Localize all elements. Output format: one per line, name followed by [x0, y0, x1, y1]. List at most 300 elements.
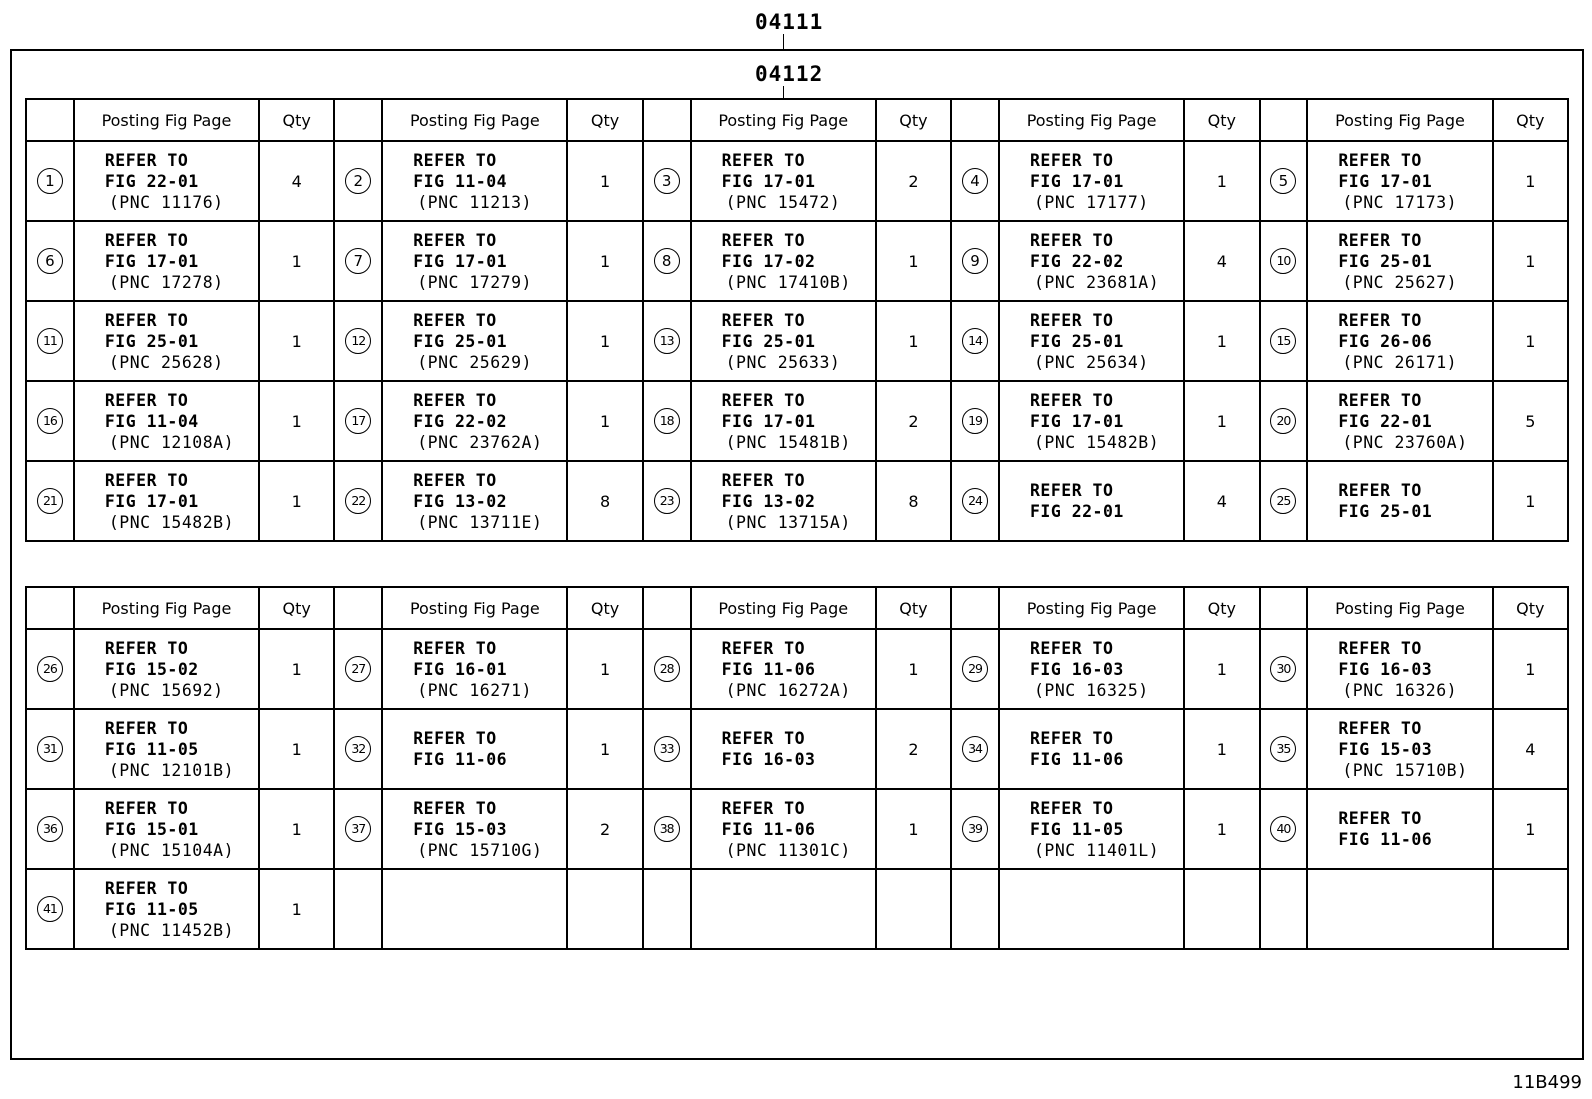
- qty-cell: 1: [567, 381, 642, 461]
- item-number-badge: 40: [1270, 816, 1296, 842]
- posting-fig-page-cell: [691, 789, 876, 869]
- fig-line: FIG 15-03: [1338, 739, 1433, 759]
- fig-line: FIG 25-01: [1338, 251, 1433, 271]
- fig-line: FIG 17-01: [413, 251, 508, 271]
- refer-line: REFER TO: [413, 310, 497, 330]
- posting-fig-page-cell: [382, 869, 567, 949]
- pnc-line: (PNC 16272A): [725, 680, 851, 700]
- item-number-cell: [334, 461, 382, 541]
- pnc-line: (PNC 11213): [417, 192, 532, 212]
- fig-line: FIG 11-06: [1029, 750, 1124, 769]
- refer-line: REFER TO: [104, 230, 189, 250]
- item-number-cell: [1260, 301, 1308, 381]
- item-number-badge: 25: [1270, 488, 1296, 514]
- pnc-line: (PNC 25633): [725, 352, 841, 372]
- parts-table-2: [25, 586, 1569, 950]
- table-row: [26, 869, 1568, 949]
- qty-cell: 8: [876, 461, 951, 541]
- refer-line: REFER TO: [1338, 310, 1422, 330]
- qty-cell: 1: [1493, 301, 1568, 381]
- header-qty: Qty: [259, 587, 334, 629]
- qty-cell: 1: [1184, 301, 1259, 381]
- header-index-cell: [951, 99, 999, 141]
- qty-cell: [876, 869, 951, 949]
- item-number-cell: [26, 789, 74, 869]
- header-index-cell: [643, 99, 691, 141]
- item-number-badge: 21: [37, 488, 63, 514]
- item-number-cell: [26, 629, 74, 709]
- header-index-cell: [26, 587, 74, 629]
- outer-leader-line: [783, 34, 784, 49]
- fig-line: FIG 17-01: [1029, 411, 1124, 431]
- header-posting-fig-page: Posting Fig Page: [691, 587, 876, 629]
- item-number-badge: 37: [345, 816, 371, 842]
- refer-line: REFER TO: [1029, 481, 1114, 500]
- item-number-badge: 15: [1270, 328, 1296, 354]
- fig-line: FIG 22-01: [1338, 411, 1433, 431]
- pnc-line: (PNC 16326): [1342, 680, 1458, 700]
- item-number-cell: [334, 629, 382, 709]
- refer-line: REFER TO: [1338, 481, 1422, 500]
- outer-group-label: 04111: [755, 10, 824, 34]
- header-posting-fig-page: Posting Fig Page: [1307, 99, 1492, 141]
- fig-line: FIG 11-06: [721, 659, 816, 679]
- pnc-line: (PNC 25629): [417, 352, 532, 372]
- posting-fig-page-cell: [382, 709, 567, 789]
- item-number-badge: 39: [962, 816, 988, 842]
- posting-fig-page-cell: [1307, 381, 1492, 461]
- refer-line: REFER TO: [721, 310, 806, 330]
- item-number-cell: [334, 301, 382, 381]
- item-number-badge: 29: [962, 656, 988, 682]
- refer-line: REFER TO: [1338, 809, 1422, 828]
- posting-fig-page-cell: [74, 221, 259, 301]
- refer-line: REFER TO: [104, 878, 189, 898]
- item-number-badge: 31: [37, 736, 63, 762]
- pnc-line: (PNC 23762A): [417, 432, 543, 452]
- posting-fig-page-cell: [1307, 789, 1492, 869]
- item-number-badge: 14: [962, 328, 988, 354]
- pnc-line: (PNC 25634): [1033, 352, 1149, 372]
- fig-line: FIG 16-01: [413, 659, 508, 679]
- pnc-line: (PNC 15482B): [1033, 432, 1160, 452]
- refer-line: REFER TO: [413, 638, 497, 658]
- header-index-cell: [1260, 99, 1308, 141]
- item-number-cell: [26, 301, 74, 381]
- item-number-cell: [1260, 461, 1308, 541]
- refer-line: REFER TO: [1338, 150, 1422, 170]
- pnc-line: (PNC 11452B): [108, 920, 235, 940]
- table-row: [26, 709, 1568, 789]
- pnc-line: (PNC 15482B): [108, 512, 235, 532]
- header-qty: Qty: [259, 99, 334, 141]
- pnc-line: (PNC 15472): [725, 192, 841, 212]
- item-number-cell: [643, 461, 691, 541]
- header-qty: Qty: [1184, 99, 1259, 141]
- table-row: [26, 221, 1568, 301]
- qty-cell: 4: [1184, 461, 1259, 541]
- posting-fig-page-cell: [74, 141, 259, 221]
- item-number-badge: 18: [654, 408, 680, 434]
- qty-cell: 1: [876, 221, 951, 301]
- refer-line: REFER TO: [413, 729, 497, 748]
- qty-cell: 1: [1493, 789, 1568, 869]
- item-number-badge: 38: [654, 816, 680, 842]
- pnc-line: (PNC 17279): [417, 272, 532, 292]
- refer-line: REFER TO: [104, 150, 189, 170]
- header-posting-fig-page: Posting Fig Page: [999, 99, 1184, 141]
- posting-fig-page-cell: [691, 381, 876, 461]
- posting-fig-page-cell: [1307, 629, 1492, 709]
- item-number-cell: [334, 141, 382, 221]
- posting-fig-page-cell: [691, 221, 876, 301]
- pnc-line: (PNC 16325): [1033, 680, 1149, 700]
- refer-line: REFER TO: [1338, 718, 1422, 738]
- qty-cell: 2: [876, 381, 951, 461]
- refer-line: REFER TO: [1029, 798, 1114, 818]
- refer-line: REFER TO: [104, 390, 189, 410]
- fig-line: FIG 17-01: [104, 491, 199, 511]
- qty-cell: 1: [1184, 789, 1259, 869]
- refer-line: REFER TO: [1029, 729, 1114, 748]
- refer-line: REFER TO: [104, 470, 189, 490]
- item-number-badge: 13: [654, 328, 680, 354]
- item-number-badge: 30: [1270, 656, 1296, 682]
- item-number-badge: 19: [962, 408, 988, 434]
- fig-line: FIG 11-06: [721, 819, 816, 839]
- posting-fig-page-cell: [999, 709, 1184, 789]
- fig-line: FIG 22-01: [104, 171, 199, 191]
- refer-line: REFER TO: [1338, 390, 1422, 410]
- pnc-line: (PNC 12108A): [108, 432, 235, 452]
- fig-line: FIG 11-04: [104, 411, 199, 431]
- qty-cell: 1: [259, 221, 334, 301]
- qty-cell: 2: [876, 709, 951, 789]
- fig-line: FIG 11-05: [1029, 819, 1124, 839]
- fig-line: FIG 25-01: [1338, 502, 1433, 521]
- pnc-line: (PNC 25628): [108, 352, 224, 372]
- posting-fig-page-cell: [382, 301, 567, 381]
- qty-cell: 1: [1184, 141, 1259, 221]
- item-number-cell: [643, 381, 691, 461]
- item-number-badge: 7: [345, 248, 371, 274]
- qty-cell: 1: [1493, 461, 1568, 541]
- refer-line: REFER TO: [1029, 390, 1114, 410]
- qty-cell: 1: [1184, 629, 1259, 709]
- qty-cell: 5: [1493, 381, 1568, 461]
- item-number-cell: [26, 461, 74, 541]
- refer-line: REFER TO: [104, 798, 189, 818]
- item-number-badge: 36: [37, 816, 63, 842]
- header-index-cell: [334, 587, 382, 629]
- posting-fig-page-cell: [999, 461, 1184, 541]
- posting-fig-page-cell: [74, 381, 259, 461]
- pnc-line: (PNC 26171): [1342, 352, 1458, 372]
- fig-line: FIG 16-03: [1338, 659, 1433, 679]
- item-number-cell: [643, 789, 691, 869]
- qty-cell: 1: [567, 629, 642, 709]
- item-number-cell: [26, 709, 74, 789]
- fig-line: FIG 16-03: [721, 750, 816, 769]
- pnc-line: (PNC 17278): [108, 272, 224, 292]
- item-number-cell: [1260, 381, 1308, 461]
- qty-cell: [1184, 869, 1259, 949]
- qty-cell: 1: [259, 629, 334, 709]
- posting-fig-page-cell: [1307, 141, 1492, 221]
- item-number-badge: 20: [1270, 408, 1296, 434]
- item-number-badge: 10: [1270, 248, 1296, 274]
- item-number-cell: [26, 869, 74, 949]
- item-number-badge: 3: [654, 168, 680, 194]
- fig-line: FIG 22-02: [1029, 251, 1124, 271]
- refer-line: REFER TO: [413, 470, 497, 490]
- pnc-line: (PNC 13715A): [725, 512, 851, 532]
- item-number-badge: 9: [962, 248, 988, 274]
- posting-fig-page-cell: [1307, 461, 1492, 541]
- item-number-badge: 17: [345, 408, 371, 434]
- refer-line: REFER TO: [721, 798, 806, 818]
- posting-fig-page-cell: [999, 789, 1184, 869]
- item-number-cell: [951, 789, 999, 869]
- qty-cell: 1: [876, 789, 951, 869]
- qty-cell: 4: [1493, 709, 1568, 789]
- posting-fig-page-cell: [382, 789, 567, 869]
- fig-line: FIG 25-01: [1029, 331, 1124, 351]
- posting-fig-page-cell: [382, 629, 567, 709]
- pnc-line: (PNC 17173): [1342, 192, 1458, 212]
- pnc-line: (PNC 12101B): [108, 760, 235, 780]
- qty-cell: 1: [1493, 221, 1568, 301]
- pnc-line: (PNC 17410B): [725, 272, 851, 292]
- pnc-line: (PNC 15692): [108, 680, 224, 700]
- qty-cell: 1: [1493, 629, 1568, 709]
- table-header-row: [26, 99, 1568, 141]
- pnc-line: (PNC 11401L): [1033, 840, 1160, 860]
- header-index-cell: [1260, 587, 1308, 629]
- item-number-badge: 5: [1270, 168, 1296, 194]
- item-number-badge: 12: [345, 328, 371, 354]
- posting-fig-page-cell: [1307, 869, 1492, 949]
- posting-fig-page-cell: [691, 629, 876, 709]
- item-number-cell: [951, 141, 999, 221]
- pnc-line: (PNC 15481B): [725, 432, 851, 452]
- fig-line: FIG 13-02: [721, 491, 816, 511]
- header-index-cell: [26, 99, 74, 141]
- item-number-badge: 41: [37, 896, 63, 922]
- refer-line: REFER TO: [104, 310, 189, 330]
- pnc-line: (PNC 15710B): [1342, 760, 1468, 780]
- refer-line: REFER TO: [413, 798, 497, 818]
- fig-line: FIG 15-01: [104, 819, 199, 839]
- qty-cell: 1: [259, 869, 334, 949]
- table-header-row: [26, 587, 1568, 629]
- header-posting-fig-page: Posting Fig Page: [999, 587, 1184, 629]
- posting-fig-page-cell: [999, 301, 1184, 381]
- refer-line: REFER TO: [721, 150, 806, 170]
- qty-cell: 1: [259, 381, 334, 461]
- header-index-cell: [951, 587, 999, 629]
- pnc-line: (PNC 23760A): [1342, 432, 1468, 452]
- item-number-cell: [334, 709, 382, 789]
- pnc-line: (PNC 15104A): [108, 840, 235, 860]
- table-row: [26, 629, 1568, 709]
- posting-fig-page-cell: [999, 869, 1184, 949]
- item-number-badge: 8: [654, 248, 680, 274]
- refer-line: REFER TO: [413, 150, 497, 170]
- inner-group-label: 04112: [755, 62, 824, 86]
- item-number-cell: [643, 709, 691, 789]
- posting-fig-page-cell: [382, 381, 567, 461]
- item-number-badge: 22: [345, 488, 371, 514]
- item-number-badge: 28: [654, 656, 680, 682]
- item-number-cell: [1260, 221, 1308, 301]
- header-index-cell: [334, 99, 382, 141]
- item-number-cell: [334, 221, 382, 301]
- header-posting-fig-page: Posting Fig Page: [382, 587, 567, 629]
- item-number-badge: 11: [37, 328, 63, 354]
- pnc-line: (PNC 23681A): [1033, 272, 1160, 292]
- item-number-cell: [643, 301, 691, 381]
- refer-line: REFER TO: [1338, 230, 1422, 250]
- item-number-cell: [334, 381, 382, 461]
- fig-line: FIG 11-05: [104, 739, 199, 759]
- qty-cell: 1: [1184, 381, 1259, 461]
- fig-line: FIG 22-01: [1029, 502, 1124, 521]
- item-number-cell: [951, 381, 999, 461]
- fig-line: FIG 17-01: [104, 251, 199, 271]
- fig-line: FIG 11-06: [1338, 830, 1433, 849]
- qty-cell: 8: [567, 461, 642, 541]
- fig-line: FIG 17-01: [1029, 171, 1124, 191]
- item-number-badge: 6: [37, 248, 63, 274]
- qty-cell: 2: [567, 789, 642, 869]
- fig-line: FIG 17-02: [721, 251, 816, 271]
- posting-fig-page-cell: [1307, 709, 1492, 789]
- header-qty: Qty: [876, 99, 951, 141]
- item-number-cell: [951, 629, 999, 709]
- item-number-cell: [334, 789, 382, 869]
- header-posting-fig-page: Posting Fig Page: [382, 99, 567, 141]
- pnc-line: (PNC 11301C): [725, 840, 851, 860]
- posting-fig-page-cell: [1307, 301, 1492, 381]
- item-number-cell: [1260, 789, 1308, 869]
- header-index-cell: [643, 587, 691, 629]
- header-qty: Qty: [876, 587, 951, 629]
- item-number-cell: [1260, 629, 1308, 709]
- posting-fig-page-cell: [74, 869, 259, 949]
- header-qty: Qty: [567, 587, 642, 629]
- table-row: [26, 381, 1568, 461]
- qty-cell: 4: [1184, 221, 1259, 301]
- qty-cell: 1: [259, 461, 334, 541]
- header-qty: Qty: [567, 99, 642, 141]
- refer-line: REFER TO: [413, 390, 497, 410]
- item-number-badge: 33: [654, 736, 680, 762]
- qty-cell: 1: [876, 301, 951, 381]
- posting-fig-page-cell: [999, 221, 1184, 301]
- item-number-cell: [1260, 141, 1308, 221]
- fig-line: FIG 17-01: [1338, 171, 1433, 191]
- pnc-line: (PNC 15710G): [417, 840, 543, 860]
- refer-line: REFER TO: [721, 470, 806, 490]
- header-posting-fig-page: Posting Fig Page: [691, 99, 876, 141]
- refer-line: REFER TO: [1029, 638, 1114, 658]
- qty-cell: 1: [259, 789, 334, 869]
- item-number-cell: [334, 869, 382, 949]
- qty-cell: 1: [567, 221, 642, 301]
- refer-line: REFER TO: [721, 729, 806, 748]
- item-number-cell: [1260, 869, 1308, 949]
- fig-line: FIG 16-03: [1029, 659, 1124, 679]
- item-number-badge: 1: [37, 168, 63, 194]
- fig-line: FIG 25-01: [104, 331, 199, 351]
- qty-cell: 1: [876, 629, 951, 709]
- posting-fig-page-cell: [74, 709, 259, 789]
- table-row: [26, 301, 1568, 381]
- item-number-cell: [951, 301, 999, 381]
- refer-line: REFER TO: [721, 638, 806, 658]
- posting-fig-page-cell: [691, 869, 876, 949]
- posting-fig-page-cell: [691, 709, 876, 789]
- table-row: [26, 461, 1568, 541]
- qty-cell: 2: [876, 141, 951, 221]
- qty-cell: 1: [1184, 709, 1259, 789]
- item-number-cell: [26, 141, 74, 221]
- item-number-cell: [951, 221, 999, 301]
- fig-line: FIG 17-01: [721, 411, 816, 431]
- pnc-line: (PNC 25627): [1342, 272, 1458, 292]
- item-number-cell: [643, 221, 691, 301]
- posting-fig-page-cell: [999, 141, 1184, 221]
- refer-line: REFER TO: [413, 230, 497, 250]
- posting-fig-page-cell: [382, 141, 567, 221]
- posting-fig-page-cell: [74, 629, 259, 709]
- item-number-cell: [26, 221, 74, 301]
- posting-fig-page-cell: [1307, 221, 1492, 301]
- posting-fig-page-cell: [74, 461, 259, 541]
- posting-fig-page-cell: [691, 141, 876, 221]
- refer-line: REFER TO: [721, 390, 806, 410]
- qty-cell: 1: [259, 301, 334, 381]
- item-number-cell: [1260, 709, 1308, 789]
- qty-cell: [567, 869, 642, 949]
- item-number-badge: 23: [654, 488, 680, 514]
- parts-table-1: [25, 98, 1569, 542]
- qty-cell: 1: [567, 301, 642, 381]
- posting-fig-page-cell: [74, 789, 259, 869]
- refer-line: REFER TO: [1029, 150, 1114, 170]
- item-number-badge: 34: [962, 736, 988, 762]
- header-qty: Qty: [1493, 587, 1568, 629]
- fig-line: FIG 15-02: [104, 659, 199, 679]
- item-number-cell: [643, 629, 691, 709]
- item-number-cell: [643, 141, 691, 221]
- posting-fig-page-cell: [382, 221, 567, 301]
- item-number-badge: 16: [37, 408, 63, 434]
- fig-line: FIG 11-06: [413, 750, 508, 769]
- header-posting-fig-page: Posting Fig Page: [1307, 587, 1492, 629]
- item-number-cell: [951, 709, 999, 789]
- refer-line: REFER TO: [1338, 638, 1422, 658]
- fig-line: FIG 17-01: [721, 171, 816, 191]
- posting-fig-page-cell: [691, 301, 876, 381]
- fig-line: FIG 25-01: [413, 331, 508, 351]
- refer-line: REFER TO: [1029, 310, 1114, 330]
- item-number-badge: 4: [962, 168, 988, 194]
- refer-line: REFER TO: [721, 230, 806, 250]
- item-number-badge: 24: [962, 488, 988, 514]
- item-number-cell: [26, 381, 74, 461]
